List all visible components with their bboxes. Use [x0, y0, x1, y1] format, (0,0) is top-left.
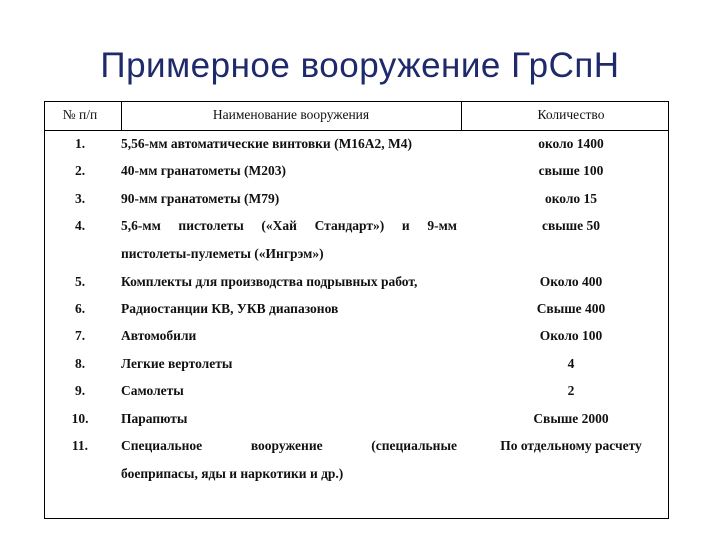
- row-name-word: (специальные: [371, 438, 457, 453]
- row-number: 7.: [74, 328, 86, 343]
- header-quantity: Количество: [537, 107, 605, 122]
- row-name-word: 5,6-мм: [121, 218, 161, 233]
- row-name-continued: пистолеты-пулеметы («Ингрэм»): [121, 246, 324, 261]
- row-quantity: 4: [567, 356, 575, 371]
- row-name: [121, 438, 457, 454]
- row-number: 11.: [71, 438, 89, 453]
- row-quantity: Около 400: [539, 274, 603, 289]
- slide-title: Примерное вооружение ГрСпН: [100, 46, 620, 85]
- row-quantity: около 1400: [538, 136, 604, 151]
- row-name: Комплекты для производства подрывных работ,: [121, 274, 418, 289]
- header-number: № п/п: [62, 107, 98, 122]
- row-name: 5,56-мм автоматические винтовки (М16А2, М4): [121, 136, 413, 151]
- row-quantity: По отдельному расчету: [500, 438, 642, 453]
- row-name-word: Стандарт»): [314, 218, 385, 233]
- row-quantity: свыше 50: [541, 218, 601, 233]
- row-name: Легкие вертолеты: [121, 356, 233, 371]
- row-quantity: Свыше 2000: [533, 411, 609, 426]
- row-quantity: 2: [567, 383, 575, 398]
- row-quantity: свыше 100: [538, 163, 604, 178]
- row-name-word: и: [401, 218, 410, 233]
- row-name: 90-мм гранатометы (М79): [121, 191, 280, 206]
- row-quantity: Свыше 400: [536, 301, 606, 316]
- table-top-rule: [45, 101, 668, 102]
- row-name-word: («Хай: [261, 218, 297, 233]
- header-name: Наименование вооружения: [212, 107, 370, 122]
- header-bottom-rule: [45, 130, 668, 131]
- row-number: 2.: [74, 163, 86, 178]
- row-number: 10.: [71, 411, 89, 426]
- row-number: 8.: [74, 356, 86, 371]
- row-number: 5.: [74, 274, 86, 289]
- row-name-word: вооружение: [250, 438, 323, 453]
- armament-table: [44, 101, 669, 519]
- row-number: 3.: [74, 191, 86, 206]
- header-divider: [461, 101, 462, 130]
- row-number: 4.: [74, 218, 86, 233]
- row-name: Самолеты: [121, 383, 184, 398]
- row-quantity: около 15: [544, 191, 598, 206]
- row-quantity: Около 100: [539, 328, 603, 343]
- row-name: Парапюты: [121, 411, 188, 426]
- row-name-word: пистолеты: [178, 218, 244, 233]
- row-name: 40-мм гранатометы (М203): [121, 163, 286, 178]
- row-name: [121, 218, 457, 234]
- row-number: 6.: [74, 301, 86, 316]
- row-name-word: Специальное: [121, 438, 203, 453]
- row-name-word: 9-мм: [427, 218, 457, 233]
- row-name: Радиостанции КВ, УКВ диапазонов: [121, 301, 339, 316]
- row-number: 9.: [74, 383, 86, 398]
- row-number: 1.: [74, 136, 86, 151]
- row-name-continued: боеприпасы, яды и наркотики и др.): [121, 466, 344, 481]
- row-name: Автомобили: [121, 328, 197, 343]
